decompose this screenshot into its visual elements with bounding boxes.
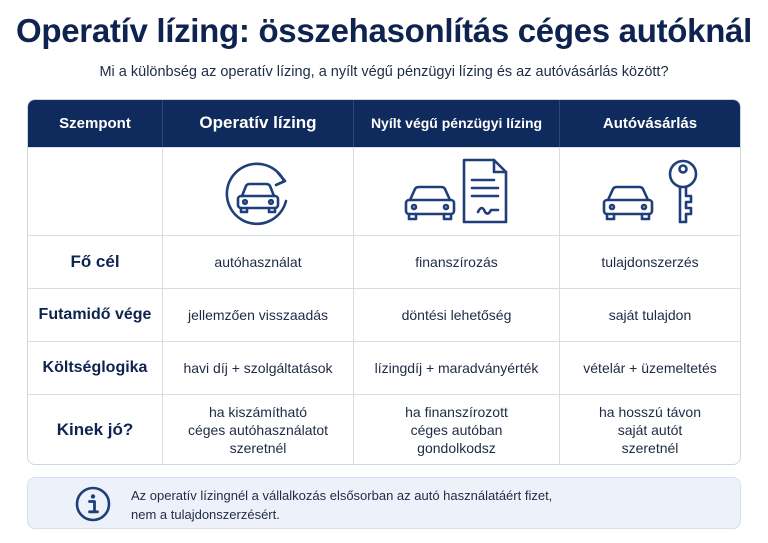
row-label: Költséglogika [42,358,148,376]
header-financial-leasing: Nyílt végű pénzügyi lízing [353,100,559,147]
info-note [27,477,741,529]
cell-line: ha hosszú távon [599,403,701,420]
table-cell: döntési lehetőség [353,289,559,341]
comparison-table [27,99,741,465]
car-refresh-icon [218,157,298,227]
table-row-cost-logic [28,341,740,394]
table-cell: tulajdonszerzés [559,236,740,288]
row-label: Fő cél [70,251,120,271]
cell-line: ha finanszírozott [405,403,508,420]
cell-line: ha kiszámítható [208,403,308,420]
row-label: Futamidő vége [38,305,152,323]
info-note-line: nem a tulajdonszerzésért. [131,506,280,522]
info-note-text [131,487,691,525]
page-title: Operatív lízing: összehasonlítás céges autóknál [16,12,752,49]
header-operative-leasing: Operatív lízing [162,100,353,147]
table-icon-row [28,147,740,235]
header-criterion: Szempont [59,114,131,132]
car-key-icon [600,156,700,228]
table-cell: jellemzően visszaadás [162,289,353,341]
table-cell: havi díj + szolgáltatások [162,342,353,394]
cell-line: céges autóban [410,421,503,438]
cell-line: céges autóhasználatot [187,421,329,438]
car-document-icon [402,156,512,228]
table-cell: lízingdíj + maradványérték [353,342,559,394]
cell-line: saját autót [617,421,683,438]
table-cell: saját tulajdon [559,289,740,341]
row-label: Kinek jó? [56,419,134,439]
icon-cell-financial [353,148,559,235]
table-cell: finanszírozás [353,236,559,288]
icon-cell-purchase [559,148,740,235]
page-subtitle: Mi a különbség az operatív lízing, a nyílt végű pénzügyi lízing és az autóvásárlás között? [99,64,669,80]
info-icon [75,486,111,522]
table-cell: autóhasználat [162,236,353,288]
table-cell: vételár + üzemeltetés [559,342,740,394]
table-row-who-fits [28,394,740,465]
header-car-purchase: Autóvásárlás [559,100,740,147]
table-cell [559,395,740,465]
table-cell [353,395,559,465]
cell-line: gondolkodsz [417,440,496,457]
icon-row-empty-cell [28,148,162,235]
table-cell [162,395,353,465]
table-row-term-end [28,288,740,341]
table-row-main-goal [28,235,740,288]
info-note-line: Az operatív lízingnél a vállalkozás elsősorban az autó használatáért fizet, [131,488,553,503]
table-header-row [28,100,740,147]
cell-line: szeretnél [621,440,679,457]
cell-line: szeretnél [229,440,287,457]
icon-cell-operative [162,148,353,235]
